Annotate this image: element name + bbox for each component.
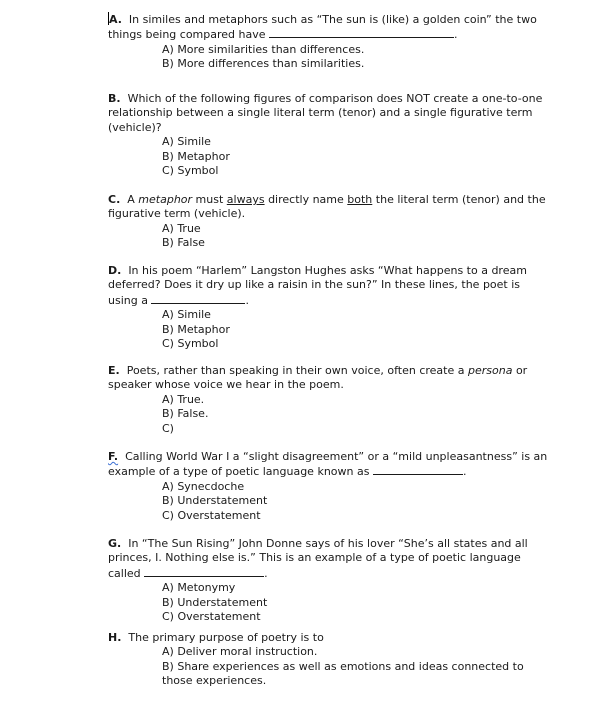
option[interactable]: C) Symbol bbox=[162, 337, 219, 351]
question-d bbox=[108, 264, 548, 351]
stem-end: . bbox=[245, 293, 249, 307]
question-stem bbox=[108, 450, 548, 480]
answer-blank[interactable] bbox=[144, 566, 264, 577]
question-label: B. bbox=[108, 92, 121, 105]
option-list bbox=[108, 222, 548, 251]
option[interactable]: B) False bbox=[162, 236, 205, 250]
stem-italic: persona bbox=[467, 364, 513, 377]
option[interactable]: A) True bbox=[162, 221, 201, 235]
question-label: D. bbox=[108, 264, 122, 277]
question-stem bbox=[108, 92, 548, 135]
option[interactable]: C) Overstatement bbox=[162, 508, 261, 522]
stem-text: A bbox=[127, 193, 135, 206]
option[interactable]: A) True. bbox=[162, 392, 205, 406]
option-list bbox=[108, 581, 548, 624]
stem-text: In “The Sun Rising” John Donne says of his lover “She’s all states and all princes, I. Nothing else is.” This is an example of a type of poetic language called bbox=[108, 537, 528, 580]
question-f bbox=[108, 450, 548, 523]
stem-underline: always bbox=[226, 193, 265, 206]
answer-blank[interactable] bbox=[151, 293, 245, 304]
option-list bbox=[108, 308, 548, 351]
option-list bbox=[108, 645, 548, 688]
stem-end: . bbox=[454, 28, 458, 42]
question-stem bbox=[108, 193, 548, 222]
option[interactable]: B) Understatement bbox=[162, 494, 268, 508]
option[interactable]: C) Overstatement bbox=[162, 610, 261, 624]
question-label: E. bbox=[108, 364, 120, 377]
option[interactable]: A) Simile bbox=[162, 135, 211, 149]
stem-text: the literal term (tenor) and the figurative term (vehicle). bbox=[108, 193, 546, 221]
option[interactable]: A) More similarities than differences. bbox=[162, 42, 365, 56]
question-g bbox=[108, 537, 548, 624]
option[interactable]: A) Deliver moral instruction. bbox=[162, 645, 318, 659]
question-stem bbox=[108, 631, 548, 645]
option-list bbox=[108, 43, 548, 72]
option-list bbox=[108, 480, 548, 523]
stem-end: . bbox=[462, 465, 467, 479]
question-b bbox=[108, 92, 548, 178]
stem-text: Which of the following figures of comparison does NOT create a one-to-one relationship between a single literal term (tenor) and a single figurative term (vehicle)? bbox=[108, 92, 543, 134]
question-stem bbox=[108, 537, 548, 581]
option-list bbox=[108, 135, 548, 178]
option[interactable]: B) Metaphor bbox=[162, 149, 230, 163]
option-list bbox=[108, 393, 548, 436]
stem-text: or speaker whose voice we hear in the poem. bbox=[108, 364, 528, 392]
answer-blank[interactable] bbox=[269, 27, 454, 38]
stem-end: . bbox=[264, 566, 268, 580]
question-label: A. bbox=[109, 13, 122, 26]
option[interactable]: B) Metaphor bbox=[162, 322, 230, 336]
option[interactable]: C) Symbol bbox=[162, 164, 219, 178]
stem-text: Poets, rather than speaking in their own voice, often create a bbox=[126, 364, 465, 377]
question-stem bbox=[108, 264, 548, 308]
question-label: C. bbox=[108, 193, 121, 206]
question-c bbox=[108, 193, 548, 251]
question-h bbox=[108, 631, 548, 689]
question-a bbox=[108, 12, 548, 72]
stem-underline: both bbox=[347, 193, 373, 206]
stem-text: In his poem “Harlem” Langston Hughes asks “What happens to a dream deferred? Does it dry up like a raisin in the sun?” In these lines, the poet is using a bbox=[108, 264, 527, 307]
option[interactable]: A) Metonymy bbox=[162, 581, 236, 595]
stem-text: Calling World War I a “slight disagreement” or a “mild unpleasantness” is an example of a type of poetic language known as bbox=[108, 450, 548, 479]
stem-text: must bbox=[195, 193, 224, 206]
answer-blank[interactable] bbox=[373, 464, 463, 475]
stem-text: directly name bbox=[268, 193, 344, 206]
stem-text: In similes and metaphors such as “The sun is (like) a golden coin” the two things being compared have bbox=[108, 13, 537, 42]
question-e bbox=[108, 364, 548, 436]
question-stem bbox=[108, 364, 548, 393]
option[interactable]: B) Understatement bbox=[162, 595, 268, 609]
option[interactable]: C) bbox=[162, 421, 174, 435]
option[interactable]: A) Synecdoche bbox=[162, 479, 245, 493]
option[interactable]: A) Simile bbox=[162, 308, 211, 322]
question-label: G. bbox=[108, 537, 122, 550]
option[interactable]: B) Share experiences as well as emotions and ideas connected to those experiences. bbox=[162, 659, 524, 688]
option[interactable]: B) False. bbox=[162, 407, 209, 421]
stem-text: The primary purpose of poetry is to bbox=[128, 631, 324, 644]
question-label: F. bbox=[108, 450, 119, 463]
question-stem bbox=[108, 12, 548, 43]
question-label: H. bbox=[108, 631, 122, 644]
stem-italic: metaphor bbox=[138, 193, 193, 206]
option[interactable]: B) More differences than similarities. bbox=[162, 57, 365, 71]
